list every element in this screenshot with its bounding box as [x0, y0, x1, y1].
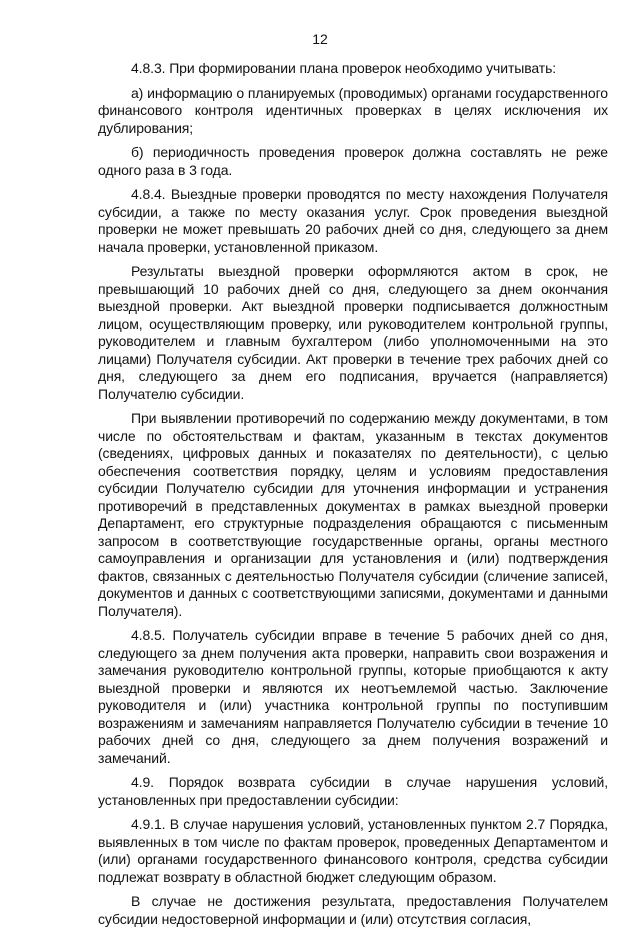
paragraph-4-8-3: 4.8.3. При формировании плана проверок необходимо учитывать: — [131, 60, 557, 76]
paragraph-4-9-1: 4.9.1. В случае нарушения условий, установленных пунктом 2.7 Порядка, выявленных в том числе по фактам проверок, проведенных Департаментом и (или) органами государственного финансового контроля, средства субсидии подлежат возврату в областной бюджет следующим образом. — [98, 816, 608, 885]
paragraph-non-achievement: В случае не достижения результата, предоставления Получателем субсидии недостоверной информации и (или) отсутствия согласия, — [98, 893, 608, 927]
paragraph-contradictions: При выявлении противоречий по содержанию между документами, в том числе по обстоятельствам и фактам, указанным в текстах документов (сведениях, цифровых данных и показателях по деятельности), с целью обеспечения соответствия порядку, целям и условиям предоставления субсидии Получателю субсидии для уточнения информации и устранения противоречий в представленных документах в рамках выездной проверки Департамент, его структурные подразделения обращаются с письменным запросом в соответствующие государственные органы, органы местного самоуправления и организации для установления и (или) подтверждения фактов, связанных с деятельностью Получателя субсидии (сличение записей, документов и данных с соответствующими записями, документами и данными Получателя). — [98, 410, 608, 619]
paragraph-4-9: 4.9. Порядок возврата субсидии в случае нарушения условий, установленных при предоставлении субсидии: — [98, 774, 608, 808]
paragraph-item-a: а) информацию о планируемых (проводимых) органами государственного финансового контроля идентичных проверках в целях исключения их дублирования; — [98, 84, 608, 136]
page-number: 12 — [312, 31, 328, 47]
paragraph-inspection-results: Результаты выездной проверки оформляются актом в срок, не превышающий 10 рабочих дней со дня, следующего за днем окончания выездной проверки. Акт выездной проверки подписывается должностным лицом, осуществляющим проверку, или руководителем контрольной группы, руководителем и главным бухгалтером (либо уполномоченными на это лицами) Получателя субсидии. Акт проверки в течение трех рабочих дней со дня, следующего за днем его подписания, вручается (направляется) Получателю субсидии. — [98, 263, 608, 402]
paragraph-4-8-4: 4.8.4. Выездные проверки проводятся по месту нахождения Получателя субсидии, а также по месту оказания услуг. Срок проведения выездной проверки не может превышать 20 рабочих дней со дня, следующего за днем начала проверки, установленной приказом. — [98, 186, 608, 255]
paragraph-item-b: б) периодичность проведения проверок должна составлять не реже одного раза в 3 года. — [98, 144, 608, 178]
paragraph-4-8-5: 4.8.5. Получатель субсидии вправе в течение 5 рабочих дней со дня, следующего за днем получения акта проверки, направить свои возражения и замечания руководителю контрольной группы, которые приобщаются к акту выездной проверки и являются их неотъемлемой частью. Заключение руководителя и (или) участника контрольной группы по поступившим возражениям и замечаниям направляется Получателю субсидии в течение 10 рабочих дней со дня, следующего за днем получения возражений и замечаний. — [98, 627, 608, 766]
document-body — [98, 60, 608, 935]
